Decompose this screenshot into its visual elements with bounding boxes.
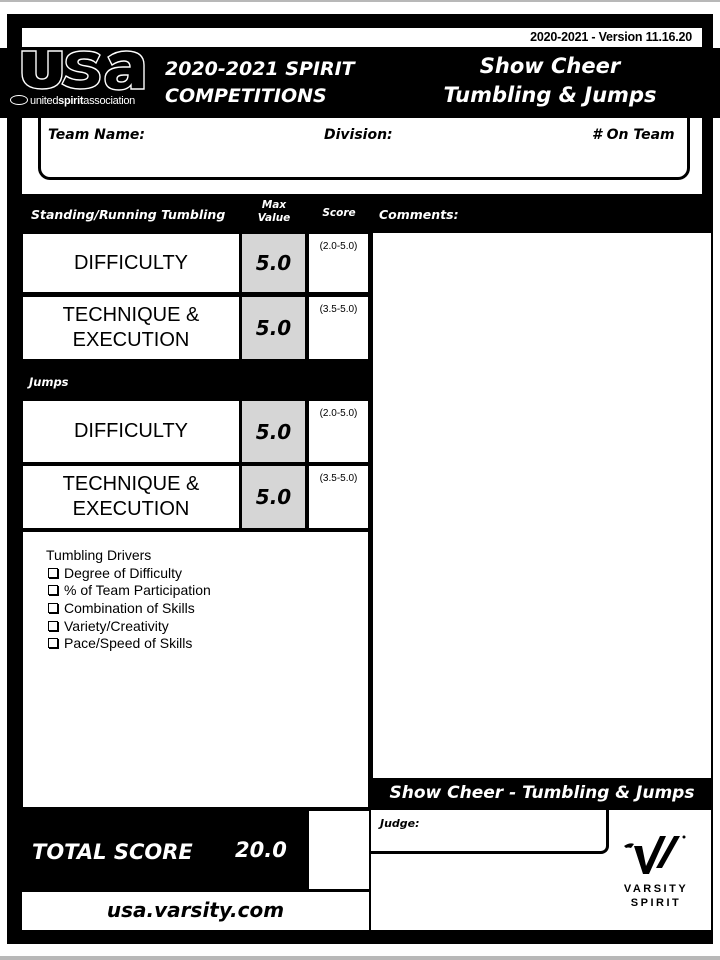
driver-item[interactable]: % of Team Participation [48,582,211,598]
varsity-spirit-logo-icon [618,834,690,878]
tumbling-drivers-title: Tumbling Drivers [46,547,152,563]
driver-item[interactable]: Degree of Difficulty [48,565,182,581]
usa-logo-icon [20,49,148,91]
checkbox-icon[interactable] [48,568,58,578]
driver-item[interactable]: Pace/Speed of Skills [48,635,192,651]
jumps-difficulty-max: 5.0 [242,401,305,462]
score-header: Score [322,207,356,219]
tumbling-technique-score-field[interactable] [309,297,368,359]
footer-section-title: Show Cheer - Tumbling & Jumps [389,783,695,803]
varsity-spirit-wordmark: VARSITY SPIRIT [623,883,689,909]
usa-logo-tagline: unitedspiritassociation [10,95,135,107]
version-strip [22,28,702,47]
category-title-line2: Tumbling & Jumps [443,83,657,107]
team-name-label: Team Name: [48,127,145,143]
competition-title-line1: 2020-2021 SPIRIT [165,58,355,80]
version-label: 2020-2021 - Version 11.16.20 [530,30,692,44]
usa-swoosh-icon [10,95,28,105]
division-label: Division: [324,127,393,143]
jumps-difficulty-label: DIFFICULTY [23,401,239,462]
on-team-label: # On Team [592,127,675,143]
tumbling-technique-max: 5.0 [242,297,305,359]
max-value-header: Max Value [257,199,291,224]
comments-field[interactable] [373,233,711,778]
judge-label: Judge: [380,817,420,830]
checkbox-icon[interactable] [48,638,58,648]
tumbling-difficulty-score-field[interactable] [309,234,368,292]
section-title-jumps: Jumps [29,375,69,389]
website-link[interactable]: usa.varsity.com [106,898,285,922]
competition-title-line2: COMPETITIONS [165,85,327,107]
tumbling-difficulty-label: DIFFICULTY [23,234,239,292]
driver-item[interactable]: Variety/Creativity [48,618,169,634]
driver-item[interactable]: Combination of Skills [48,600,195,616]
category-title-line1: Show Cheer [479,54,621,78]
tumbling-technique-label: TECHNIQUE & EXECUTION [23,297,239,359]
jumps-technique-max: 5.0 [242,466,305,528]
comments-header: Comments: [379,207,459,222]
checkbox-icon[interactable] [48,621,58,631]
total-score-max: 20.0 [235,838,287,862]
section-title-tumbling: Standing/Running Tumbling [31,207,226,222]
score-range: (3.5-5.0) [319,473,358,484]
score-range: (2.0-5.0) [319,241,358,252]
checkbox-icon[interactable] [48,603,58,613]
jumps-technique-score-field[interactable] [309,466,368,528]
jumps-technique-label: TECHNIQUE & EXECUTION [23,466,239,528]
total-score-field[interactable] [309,811,369,889]
page-top-edge [0,0,720,2]
score-range: (3.5-5.0) [319,304,358,315]
jumps-difficulty-score-field[interactable] [309,401,368,462]
checkbox-icon[interactable] [48,585,58,595]
tumbling-difficulty-max: 5.0 [242,234,305,292]
page-bottom-edge [0,956,720,960]
total-score-label: TOTAL SCORE [32,840,193,864]
score-range: (2.0-5.0) [319,408,358,419]
